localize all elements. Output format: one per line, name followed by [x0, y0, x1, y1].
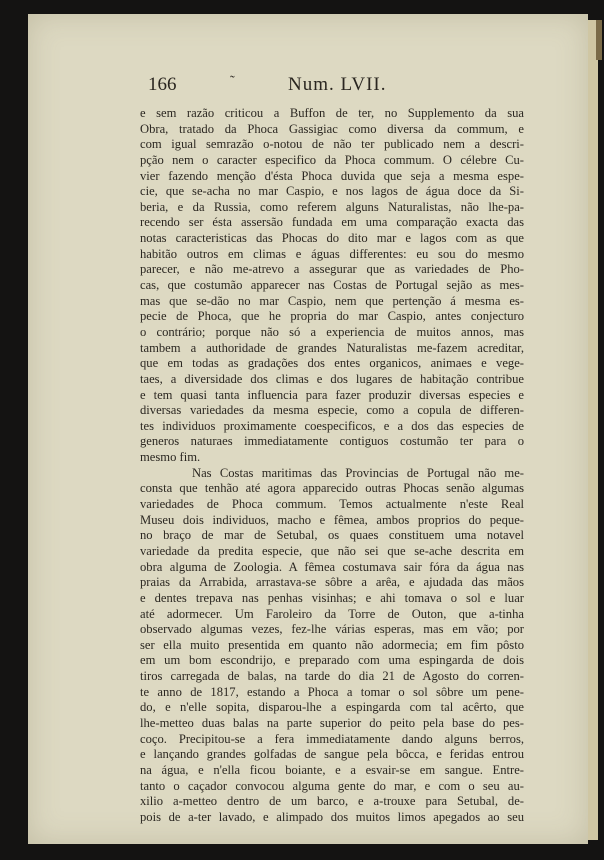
text-line: cie, que se-acha no mar Caspio, e nos lagos de água doce da Si- [140, 184, 524, 199]
text-line: cas, que costumão apparecer nas Costas de Portugal sejão as mes- [140, 278, 524, 293]
paragraph [140, 106, 524, 466]
text-line: notas caracteristicas das Phocas do dito mar e lagos com as que [140, 231, 524, 246]
issue-title: Num. LVII. [288, 74, 387, 95]
text-line: mas que se-dão no mar Caspio, nem que pertenção á mesma es- [140, 293, 524, 308]
paragraph [140, 466, 524, 826]
text-line: no braço de mar de Setubal, os quaes constituem uma notavel [140, 528, 524, 543]
text-line: tanto o caçador convocou alguma gente do mar, e com o seu au- [140, 778, 524, 793]
text-line: variedade da predita especie, que não sei que se-ache descrita em [140, 543, 524, 558]
text-line: variedades de Phoca commum. Temos actualmente n'este Real [140, 497, 524, 512]
text-line: ser ella muito presentida em quanto não adormecia; em fim pôsto [140, 637, 524, 652]
text-line: em um bom escondrijo, e preparado com uma espingarda de dois [140, 653, 524, 668]
text-line: coço. Precipitou-se a fera immediatamente dando alguns berros, [140, 731, 524, 746]
text-line: taes, a diversidade dos climas e dos lugares de habitação contribue [140, 371, 524, 386]
text-line: com igual semrazão o-notou de não ter publicado nem a descri- [140, 137, 524, 152]
text-line: mesmo fim. [140, 450, 201, 465]
text-line: pção nem o caracter especifico da Phoca commum. O célebre Cu- [140, 152, 524, 167]
text-line: que em todas as gradações dos entes organicos, animaes e vege- [140, 356, 524, 371]
text-line: obra alguma de Zoologia. A fêmea costumava sair fóra da água nas [140, 559, 524, 574]
text-line: generos naturaes immediatamente contiguos costumão ter para o [140, 434, 524, 449]
text-line: e dentes trepava nas penhas visinhas; e ahi tomava o sol e luar [140, 590, 524, 605]
text-line: Nas Costas maritimas das Provincias de Portugal não me- [192, 465, 524, 480]
text-line: do, e n'elle sopita, disparou-lhe a espingarda com tal acêrto, que [140, 700, 524, 715]
text-line: e sem razão criticou a Buffon de ter, no Supplemento da sua [140, 106, 524, 120]
text-line: tes individuos proximamente coespecificos, e a dos das especies de [140, 418, 524, 433]
text-line: vier fazendo menção d'ésta Phoca duvida que seja a mesma espe- [140, 168, 524, 183]
text-line: e lançando grandes golfadas de sangue pela bôcca, e feridas entrou [140, 747, 524, 762]
text-line: tiros carregada de balas, na tarde do dia 21 de Agosto do corren- [140, 669, 524, 684]
text-line: Museu dois individuos, macho e fêmea, ambos proprios do peque- [140, 512, 524, 527]
text-line: diversas variedades da mesma especie, como a copula de differen- [140, 403, 524, 418]
text-line: xilio a-metteo dentro de um barco, e a-trouxe para Setubal, de- [140, 794, 524, 809]
text-line: o contrário; porque não só a experiencia de muitos annos, mas [140, 324, 524, 339]
text-line: na água, e n'ella ficou boiante, e a esvair-se em sangue. Entre- [140, 762, 524, 777]
text-line: tambem a authoridade de grandes Naturalistas me-fazem acreditar, [140, 340, 524, 355]
text-line: e tem quasi tanta influencia para fazer produzir diversas especies e [140, 387, 524, 402]
body-text [140, 106, 524, 825]
text-line: Obra, tratado da Phoca Gassigiac como diversa da commum, e [140, 121, 524, 136]
text-line: observado algumas vezes, fez-lhe várias esperas, mas em vão; por [140, 622, 524, 637]
text-line: consta que tenhão até agora apparecido outras Phocas senão algumas [140, 481, 524, 496]
running-header [148, 74, 528, 100]
text-line: beria, e da Russia, como referem alguns Naturalistas, não lhe-pa- [140, 199, 524, 214]
text-line: pois de a-ter lavado, e alimpado dos muitos limos apegados ao seu [140, 809, 524, 824]
text-line: praias da Arrabida, arrastava-se sôbre a arêa, e ajudada das mãos [140, 575, 524, 590]
page-edge [588, 20, 598, 840]
text-line: parecer, e não me-atrevo a assegurar que as variedades de Pho- [140, 262, 524, 277]
page-edge-shadow [596, 20, 602, 60]
text-line: pecie de Phoca, que he propria do mar Caspio, antes conjecturo [140, 309, 524, 324]
page-number: 166 [148, 74, 177, 95]
header-mark: ˜ [230, 74, 235, 89]
text-line: lhe-metteo duas balas na parte superior do peito pela base do pes- [140, 715, 524, 730]
text-line: te anno de 1817, estando a Phoca a tomar o sol sôbre um pene- [140, 684, 524, 699]
text-line: habitão outros em climas e águas differentes: eu sou do mesmo [140, 246, 524, 261]
text-line: até adormecer. Um Faroleiro da Torre de Outon, que a-tinha [140, 606, 524, 621]
text-line: recendo ser ésta assersão fundada em uma comparação exacta das [140, 215, 524, 230]
